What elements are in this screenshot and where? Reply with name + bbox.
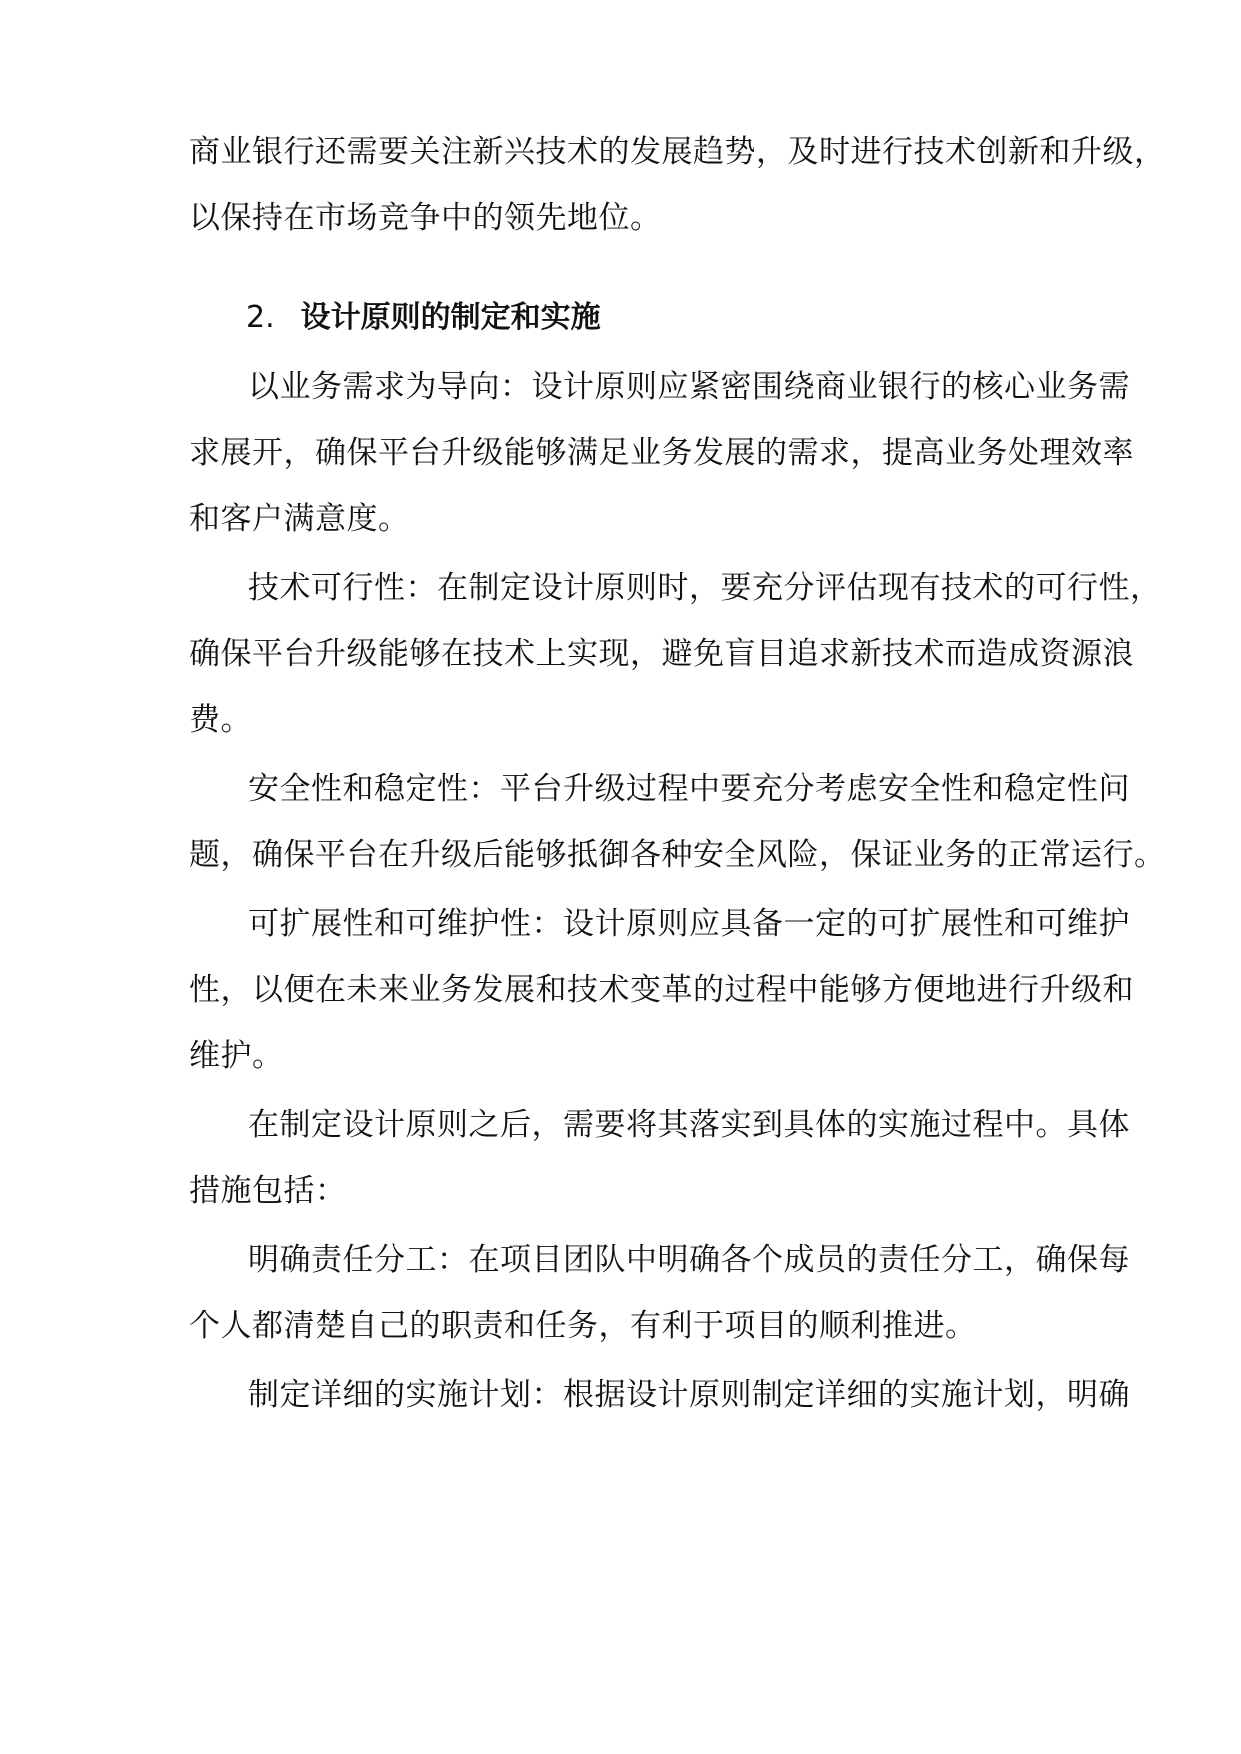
paragraph-7-line-1: 制定详细的实施计划：根据设计原则制定详细的实施计划，明确 [248,1377,1130,1413]
paragraph-4-line-1: 可扩展性和可维护性：设计原则应具备一定的可扩展性和可维护 [248,906,1130,942]
paragraph-2-line-3: 费。 [189,702,252,738]
paragraph-4-line-3: 维护。 [189,1038,284,1074]
paragraph-5-line-2: 措施包括： [189,1173,347,1209]
paragraph-6-line-1: 明确责任分工：在项目团队中明确各个成员的责任分工，确保每 [248,1242,1130,1278]
paragraph-2-line-2: 确保平台升级能够在技术上实现，避免盲目追求新技术而造成资源浪 [189,636,1134,672]
section-heading [246,298,601,338]
section-title: 设计原则的制定和实施 [300,300,601,335]
paragraph-1-line-1: 以业务需求为导向：设计原则应紧密围绕商业银行的核心业务需 [248,369,1130,405]
paragraph-6-line-2: 个人都清楚自己的职责和任务，有利于项目的顺利推进。 [189,1308,977,1344]
paragraph-3-line-1: 安全性和稳定性：平台升级过程中要充分考虑安全性和稳定性问 [248,771,1130,807]
paragraph-3-line-2: 题，确保平台在升级后能够抵御各种安全风险，保证业务的正常运行。 [189,837,1166,873]
paragraph-4-line-2: 性，以便在未来业务发展和技术变革的过程中能够方便地进行升级和 [189,972,1134,1008]
paragraph-2-line-1: 技术可行性：在制定设计原则时，要充分评估现有技术的可行性， [248,570,1162,606]
paragraph-5-line-1: 在制定设计原则之后，需要将其落实到具体的实施过程中。具体 [248,1107,1130,1143]
section-number: 2. [246,300,275,335]
intro-line-1: 商业银行还需要关注新兴技术的发展趋势，及时进行技术创新和升级， [189,134,1166,170]
paragraph-1-line-3: 和客户满意度。 [189,501,410,537]
paragraph-1-line-2: 求展开，确保平台升级能够满足业务发展的需求，提高业务处理效率 [189,435,1134,471]
intro-line-2: 以保持在市场竞争中的领先地位。 [189,200,662,236]
